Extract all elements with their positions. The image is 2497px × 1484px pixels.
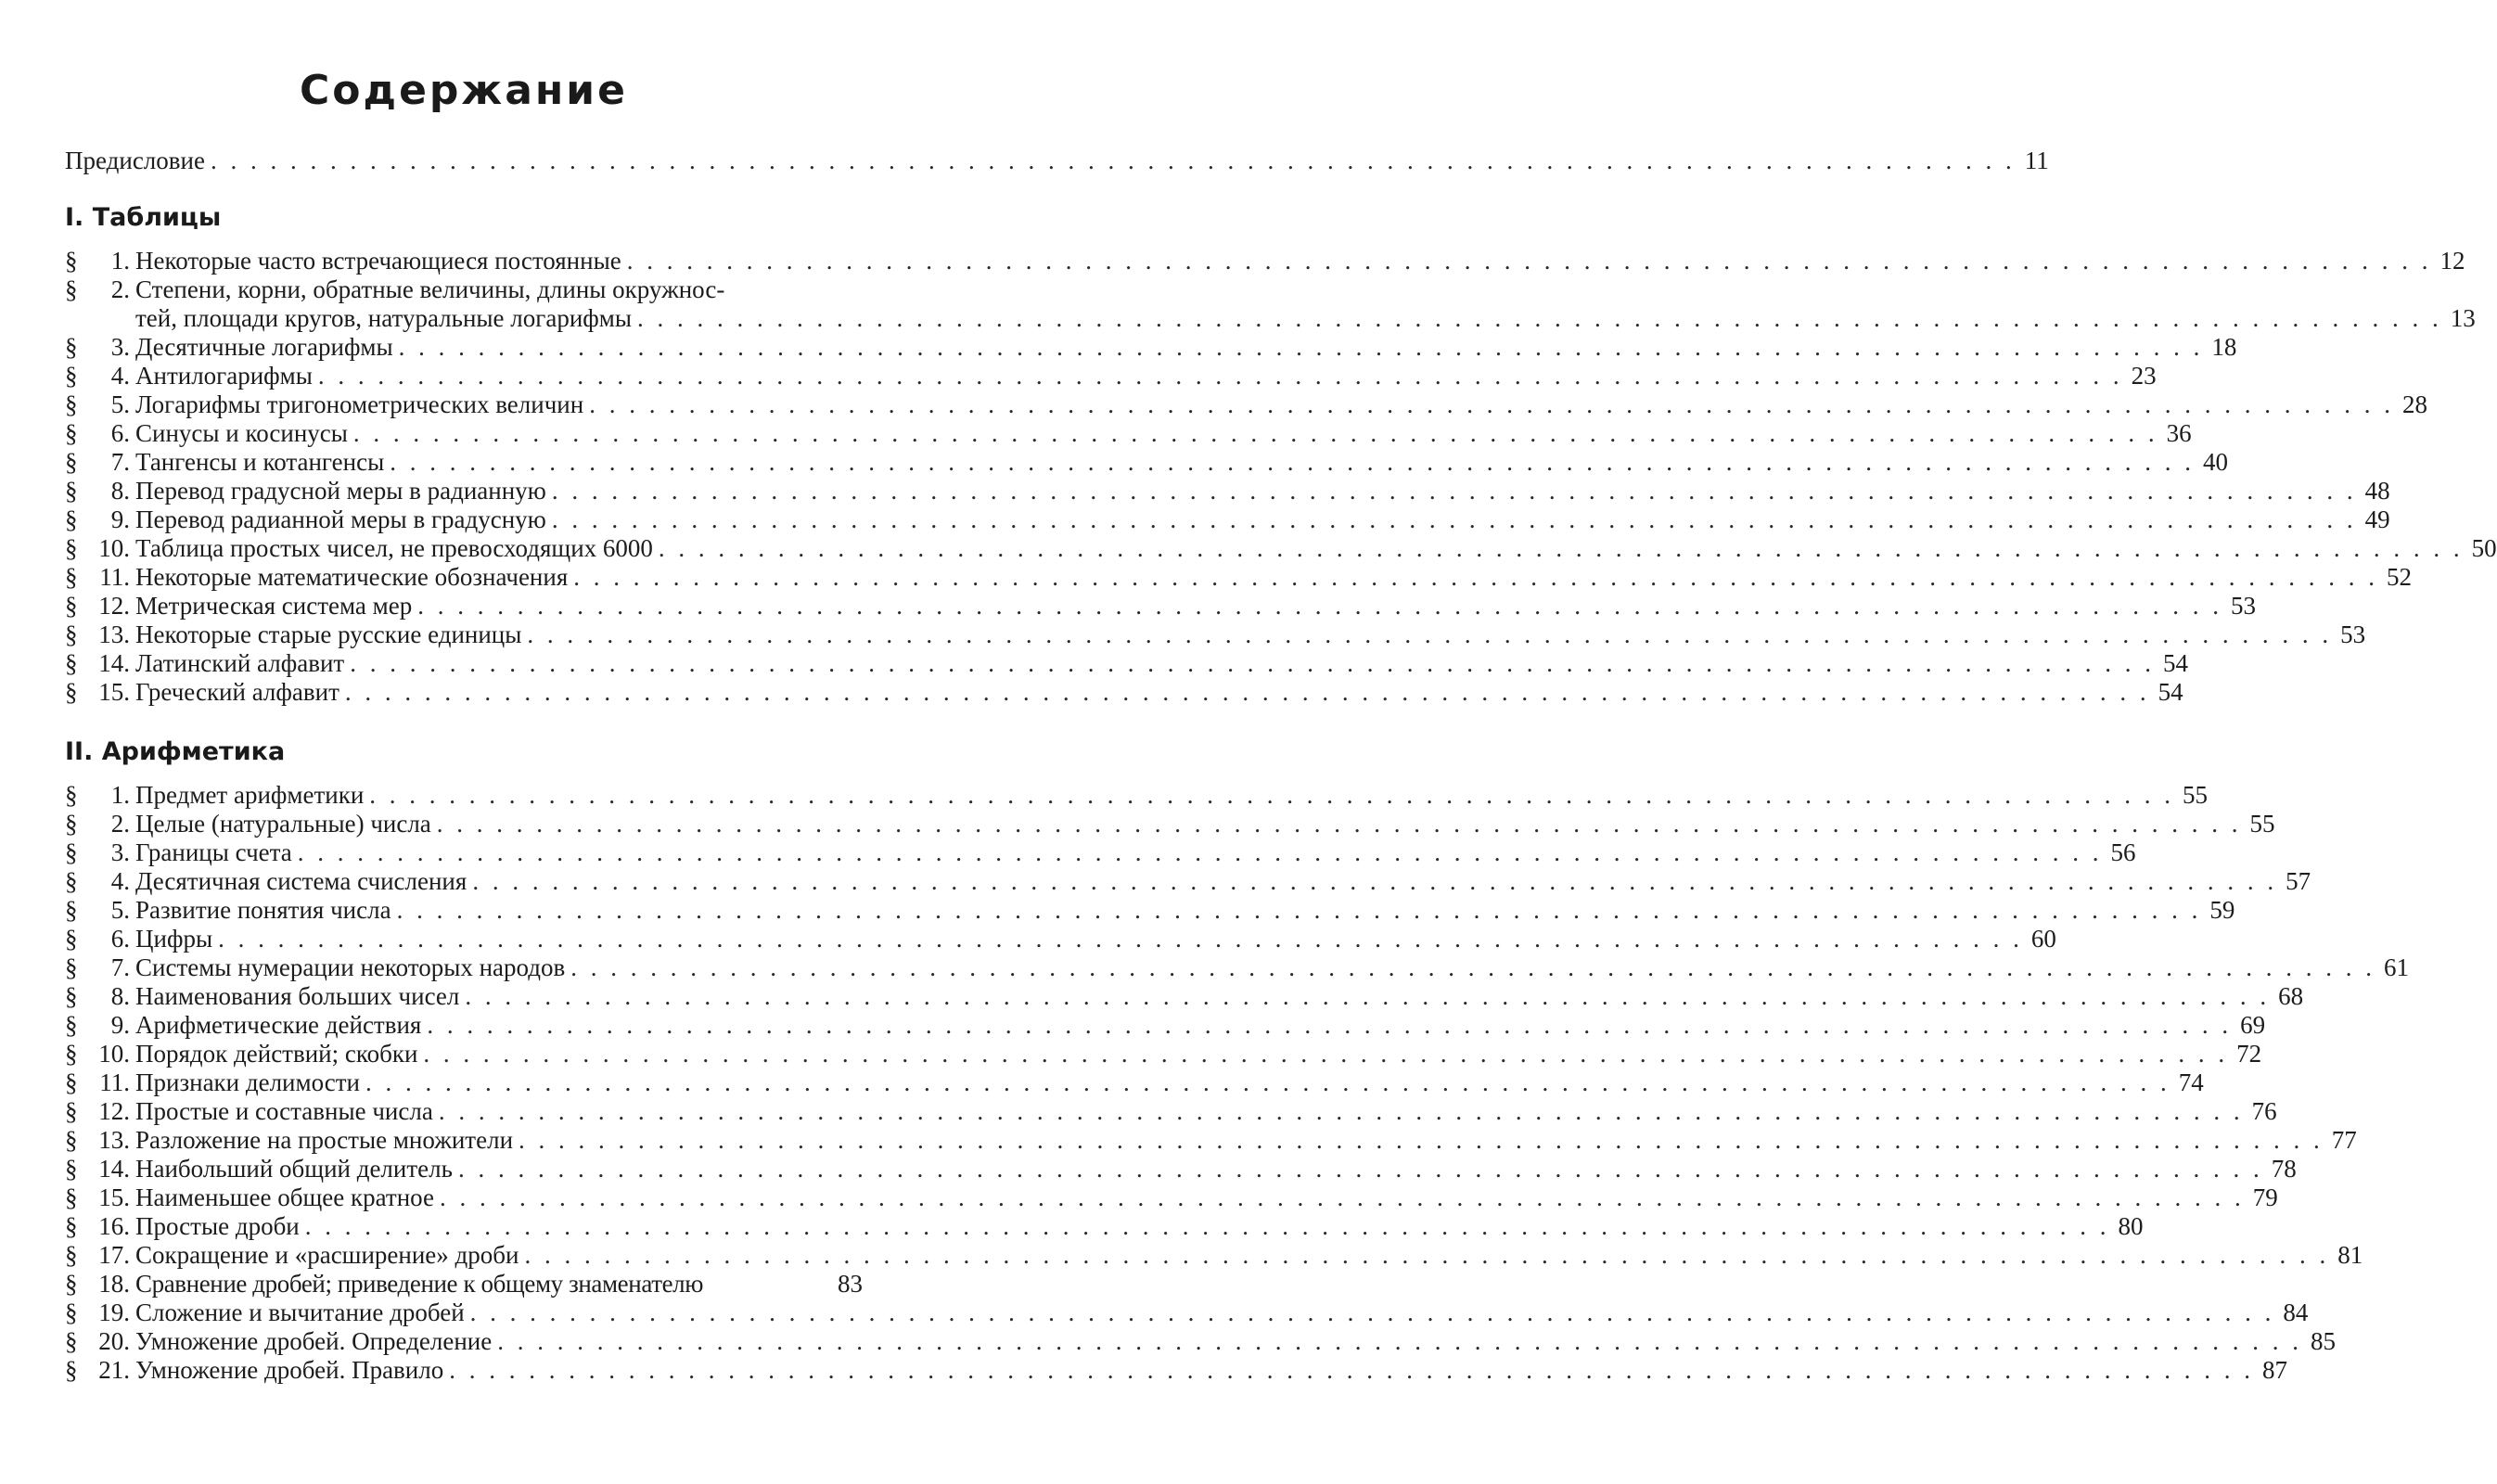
toc-entry-label: Некоторые часто встречающиеся постоянные: [135, 247, 621, 275]
toc-entry-label: Наименьшее общее кратное: [135, 1183, 434, 1211]
part-heading-arithmetic: II. Арифметика: [65, 737, 286, 766]
toc-entry-page: 40: [2202, 448, 2228, 476]
section-sign: §: [65, 534, 78, 562]
dot-leader: [492, 1327, 2308, 1356]
toc-entry-page: 50: [2471, 534, 2497, 562]
toc-entry: [65, 1068, 2204, 1097]
toc-entry: [65, 592, 2256, 620]
toc-entry-page: 81: [2337, 1241, 2363, 1269]
toc-entry: [65, 838, 2136, 867]
toc-entry-page: 84: [2283, 1298, 2309, 1326]
dot-leader: [393, 333, 2209, 362]
dot-leader: [583, 390, 2400, 419]
toc-entry-number: 13.: [98, 620, 130, 648]
toc-entry-label: Умножение дробей. Правило: [135, 1356, 444, 1384]
toc-entry-number: 9.: [110, 505, 130, 533]
toc-entry-page: 78: [2271, 1155, 2297, 1183]
dot-leader: [339, 678, 2156, 707]
toc-entry-page: 80: [2118, 1212, 2144, 1240]
toc-entry: [65, 505, 2390, 534]
toc-entry-page: 69: [2240, 1011, 2266, 1039]
toc-entry-label: Десятичная система счисления: [135, 867, 467, 895]
toc-entry: [65, 333, 2237, 362]
section-sign: §: [65, 982, 78, 1010]
toc-entry: [65, 275, 863, 304]
toc-entry-page: 79: [2252, 1183, 2278, 1211]
toc-entry-number: 3.: [110, 838, 130, 866]
toc-entry: [65, 982, 2304, 1011]
toc-entry: [65, 563, 2413, 592]
toc-entry: [65, 1040, 2262, 1068]
toc-entry-page: 28: [2401, 390, 2427, 418]
dot-leader: [519, 1241, 2335, 1270]
toc-entry-number: 6.: [110, 925, 130, 953]
section-sign: §: [65, 1155, 78, 1183]
toc-entry-number: 14.: [98, 649, 130, 677]
toc-entry: [65, 362, 2157, 390]
section-sign: §: [65, 1183, 78, 1211]
toc-entry: [65, 247, 2465, 275]
toc-entry-label: Перевод градусной меры в радианную: [135, 477, 546, 505]
toc-entry-number: 10.: [98, 534, 130, 562]
toc-entry-number: 15.: [98, 1183, 130, 1211]
toc-entry: [65, 781, 2209, 810]
toc-entry-continuation: [65, 304, 2476, 333]
section-sign: §: [65, 1356, 78, 1384]
toc-entry-page: 76: [2251, 1097, 2277, 1125]
dot-leader: [384, 448, 2200, 477]
toc-page: [65, 0, 2497, 1484]
section-sign: §: [65, 678, 78, 706]
dot-leader: [467, 867, 2283, 896]
toc-entry-page: 87: [2261, 1356, 2287, 1384]
dot-leader: [421, 1011, 2237, 1040]
section-sign: §: [65, 592, 78, 620]
dot-leader: [344, 649, 2160, 678]
dot-leader: [412, 592, 2228, 620]
toc-entry-label: Развитие понятия числа: [135, 896, 391, 924]
page-title: Содержание: [300, 67, 628, 114]
toc-entry-number: 4.: [110, 362, 130, 390]
section-sign: §: [65, 1097, 78, 1125]
toc-entry-page: 56: [2110, 838, 2136, 866]
toc-entry-label: Метрическая система мер: [135, 592, 413, 620]
section-sign: §: [65, 448, 78, 476]
toc-entry-label: Синусы и косинусы: [135, 419, 348, 447]
dot-leader: [313, 362, 2129, 390]
toc-entry: [65, 810, 2275, 838]
toc-entry-label: Некоторые математические обозначения: [135, 563, 569, 591]
toc-entry-page: 18: [2211, 333, 2237, 361]
dot-leader: [433, 1097, 2249, 1126]
section-sign: §: [65, 247, 78, 275]
section-sign: §: [65, 781, 78, 809]
section-sign: §: [65, 362, 78, 390]
part-heading-tables: I. Таблицы: [65, 203, 222, 232]
toc-entry-page: 53: [2230, 592, 2256, 620]
dot-leader: [521, 620, 2337, 649]
toc-entry-number: 17.: [98, 1241, 130, 1269]
section-sign: §: [65, 1270, 78, 1298]
toc-entry-label: Антилогарифмы: [135, 362, 313, 390]
dot-leader: [443, 1356, 2260, 1385]
dot-leader: [417, 1040, 2234, 1068]
dot-leader: [431, 810, 2247, 838]
toc-entry-number: 1.: [110, 781, 130, 809]
toc-entry-label: Признаки делимости: [135, 1068, 360, 1096]
dot-leader: [453, 1155, 2269, 1183]
dot-leader: [459, 982, 2275, 1011]
toc-entry: [65, 1183, 2278, 1212]
section-sign: §: [65, 838, 78, 866]
toc-entry: [65, 620, 2366, 649]
toc-entry-number: 9.: [110, 1011, 130, 1039]
section-sign: §: [65, 563, 78, 591]
dot-leader: [546, 477, 2363, 505]
toc-entry-label: Арифметические действия: [135, 1011, 422, 1039]
toc-entry: [65, 1097, 2277, 1126]
toc-entry-number: 8.: [110, 982, 130, 1010]
toc-entry: [65, 925, 2056, 953]
toc-entry-label-continued: тей, площади кругов, натуральные логарифмы: [135, 304, 632, 332]
toc-entry-page: 57: [2286, 867, 2311, 895]
dot-leader: [348, 419, 2164, 448]
toc-entry-page: 23: [2131, 362, 2157, 390]
toc-entry: [65, 1327, 2336, 1356]
section-sign: §: [65, 1040, 78, 1068]
toc-entry-number: 5.: [110, 390, 130, 418]
dot-leader: [513, 1126, 2329, 1155]
toc-entry-label: Греческий алфавит: [135, 678, 339, 706]
section-sign: §: [65, 1212, 78, 1240]
toc-entry-page: 53: [2340, 620, 2366, 648]
toc-entry-number: 11.: [99, 563, 130, 591]
toc-entry-page: 60: [2030, 925, 2056, 953]
toc-entry: [65, 448, 2228, 477]
toc-entry: [65, 953, 2409, 982]
toc-entry-page: 68: [2278, 982, 2304, 1010]
toc-entry-label: Перевод радианной меры в градусную: [135, 505, 546, 533]
dot-leader: [546, 505, 2363, 534]
toc-entry-number: 10.: [98, 1040, 130, 1068]
dot-leader: [465, 1298, 2281, 1327]
toc-entry-number: 7.: [110, 953, 130, 981]
toc-entry-page: 48: [2364, 477, 2390, 505]
toc-entry-page: 85: [2310, 1327, 2336, 1355]
toc-entry: [65, 649, 2188, 678]
toc-entry-page: 61: [2384, 953, 2409, 981]
toc-entry-label: Простые дроби: [135, 1212, 300, 1240]
section-sign: §: [65, 390, 78, 418]
dot-leader: [434, 1183, 2250, 1212]
dot-leader: [292, 838, 2108, 867]
dot-leader: [300, 1212, 2116, 1241]
toc-entry: [65, 678, 2183, 707]
toc-entry-number: 12.: [98, 592, 130, 620]
toc-entry-page: 11: [2024, 147, 2049, 174]
section-sign: §: [65, 1011, 78, 1039]
toc-entry-label: Наибольший общий делитель: [135, 1155, 453, 1183]
dot-leader: [360, 1068, 2176, 1097]
toc-entry: [65, 867, 2311, 896]
toc-entry-number: 5.: [110, 896, 130, 924]
toc-entry-label: Системы нумерации некоторых народов: [135, 953, 566, 981]
toc-entry-label: Сравнение дробей; приведение к общему знаменателю: [135, 1270, 704, 1298]
dot-leader: [632, 304, 2448, 333]
dot-leader: [364, 781, 2180, 810]
toc-entry-page: 54: [2162, 649, 2188, 677]
dot-leader: [565, 953, 2381, 982]
dot-leader: [212, 925, 2029, 953]
section-sign: §: [65, 333, 78, 361]
toc-entry-number: 11.: [99, 1068, 130, 1096]
section-sign: §: [65, 1327, 78, 1355]
toc-entry-number: 8.: [110, 477, 130, 505]
toc-entry-page: 72: [2236, 1040, 2262, 1068]
toc-entry-label: Предмет арифметики: [135, 781, 365, 809]
toc-entry-number: 3.: [110, 333, 130, 361]
toc-entry-label: Наименования больших чисел: [135, 982, 460, 1010]
toc-entry-label: Порядок действий; скобки: [135, 1040, 418, 1068]
toc-entry-page: 54: [2158, 678, 2183, 706]
toc-entry: [65, 1155, 2297, 1183]
toc-entry-page: 77: [2331, 1126, 2357, 1154]
toc-entry-page: 12: [2439, 247, 2465, 275]
toc-entry-number: 19.: [98, 1298, 130, 1326]
toc-entry-number: 4.: [110, 867, 130, 895]
section-sign: §: [65, 505, 78, 533]
toc-entry-page: 83: [838, 1270, 863, 1298]
dot-leader: [391, 896, 2208, 925]
toc-entry: [65, 390, 2427, 419]
toc-entry: [65, 1011, 2266, 1040]
toc-entry-number: 2.: [110, 810, 130, 838]
toc-entry: [65, 1356, 2287, 1385]
toc-entry: [65, 1212, 2144, 1241]
toc-entry-page: 36: [2166, 419, 2192, 447]
toc-entry-number: 21.: [98, 1356, 130, 1384]
toc-entry-label: Логарифмы тригонометрических величин: [135, 390, 584, 418]
toc-entry-page: 55: [2183, 781, 2209, 809]
toc-entry-number: 13.: [98, 1126, 130, 1154]
toc-entry-label: Простые и составные числа: [135, 1097, 433, 1125]
toc-entry-page: 59: [2209, 896, 2235, 924]
toc-entry-number: 2.: [110, 275, 130, 303]
dot-leader: [568, 563, 2384, 592]
toc-entry-label: Целые (натуральные) числа: [135, 810, 431, 838]
toc-entry-label: Латинский алфавит: [135, 649, 345, 677]
toc-entry-preface: [65, 147, 2049, 175]
toc-entry: [65, 534, 2497, 563]
toc-entry: [65, 1270, 863, 1298]
section-sign: §: [65, 953, 78, 981]
toc-entry-number: 6.: [110, 419, 130, 447]
toc-entry-label: Тангенсы и котангенсы: [135, 448, 385, 476]
toc-entry-label: Степени, корни, обратные величины, длины окружнос-: [135, 275, 725, 303]
section-sign: §: [65, 1126, 78, 1154]
toc-entry-label: Таблица простых чисел, не превосходящих 6000: [135, 534, 653, 562]
dot-leader: [653, 534, 2469, 563]
toc-entry: [65, 1241, 2363, 1270]
toc-entry-page: 52: [2387, 563, 2413, 591]
section-sign: §: [65, 649, 78, 677]
toc-entry: [65, 1298, 2309, 1327]
section-sign: §: [65, 1298, 78, 1326]
toc-entry-page: 55: [2249, 810, 2275, 838]
toc-entry: [65, 896, 2235, 925]
section-sign: §: [65, 477, 78, 505]
section-sign: §: [65, 275, 78, 303]
section-sign: §: [65, 1241, 78, 1269]
section-sign: §: [65, 810, 78, 838]
toc-entry: [65, 477, 2390, 505]
toc-entry-label: Сложение и вычитание дробей: [135, 1298, 465, 1326]
toc-entry-number: 1.: [110, 247, 130, 275]
toc-entry-number: 20.: [98, 1327, 130, 1355]
section-sign: §: [65, 1068, 78, 1096]
toc-entry-number: 16.: [98, 1212, 130, 1240]
toc-entry-number: 15.: [98, 678, 130, 706]
toc-entry-label: Цифры: [135, 925, 213, 953]
toc-entry-number: 12.: [98, 1097, 130, 1125]
toc-entry: [65, 1126, 2357, 1155]
toc-entry-label: Десятичные логарифмы: [135, 333, 393, 361]
toc-entry: [65, 419, 2192, 448]
section-sign: §: [65, 419, 78, 447]
section-sign: §: [65, 925, 78, 953]
section-sign: §: [65, 896, 78, 924]
toc-entry-number: 18.: [98, 1270, 130, 1298]
toc-entry-label: Предисловие: [65, 147, 205, 174]
toc-entry-label: Границы счета: [135, 838, 292, 866]
toc-entry-page: 13: [2450, 304, 2476, 332]
toc-entry-number: 7.: [110, 448, 130, 476]
toc-entry-label: Некоторые старые русские единицы: [135, 620, 522, 648]
toc-entry-label: Разложение на простые множители: [135, 1126, 514, 1154]
section-sign: §: [65, 867, 78, 895]
dot-leader: [205, 147, 2021, 175]
dot-leader: [621, 247, 2438, 275]
toc-entry-label: Умножение дробей. Определение: [135, 1327, 493, 1355]
toc-entry-number: 14.: [98, 1155, 130, 1183]
toc-entry-page: 49: [2364, 505, 2390, 533]
section-sign: §: [65, 620, 78, 648]
toc-entry-page: 74: [2178, 1068, 2204, 1096]
toc-entry-label: Сокращение и «расширение» дроби: [135, 1241, 519, 1269]
